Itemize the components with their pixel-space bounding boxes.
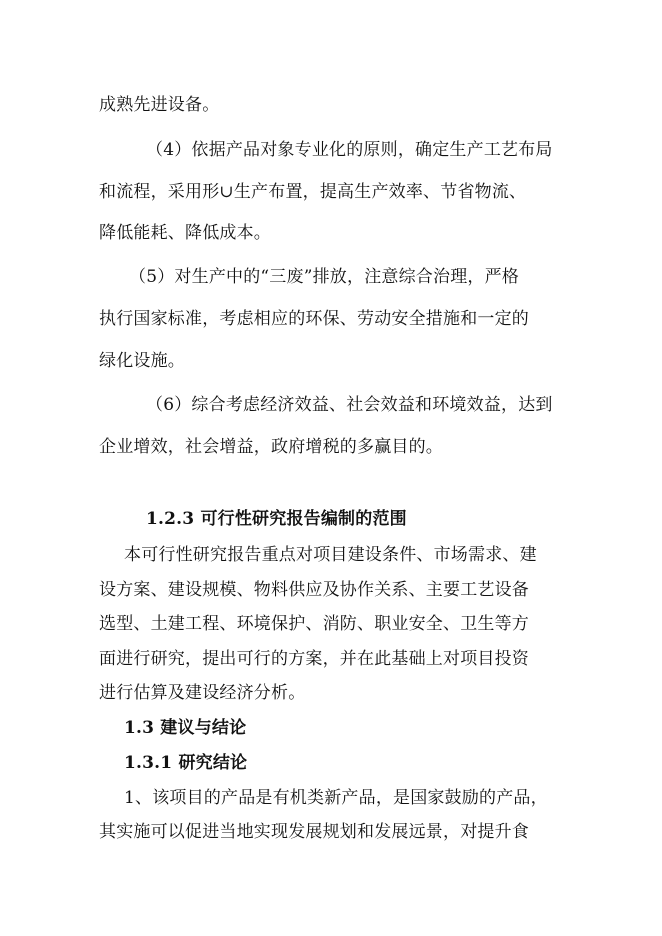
- section-heading-1-3: 1.3 建议与结论: [124, 718, 247, 738]
- paragraph-line: 1、该项目的产品是有机类新产品，是国家鼓励的产品，: [124, 788, 548, 808]
- paragraph-line: 企业增效，社会增益，政府增税的多赢目的。: [99, 437, 443, 457]
- paragraph-line: 面进行研究，提出可行的方案，并在此基础上对项目投资: [99, 649, 529, 669]
- paragraph-line: 进行估算及建设经济分析。: [99, 683, 306, 703]
- paragraph-line: （6）综合考虑经济效益、社会效益和环境效益，达到: [146, 395, 553, 415]
- section-heading-1-3-1: 1.3.1 研究结论: [124, 753, 248, 773]
- paragraph-line: 绿化设施。: [99, 351, 185, 371]
- paragraph-line: 本可行性研究报告重点对项目建设条件、市场需求、建: [124, 545, 537, 565]
- paragraph-line: 和流程，采用形∪生产布置，提高生产效率、节省物流、: [99, 182, 527, 202]
- section-heading-1-2-3: 1.2.3 可行性研究报告编制的范围: [146, 509, 407, 529]
- paragraph-line: （5）对生产中的“三废”排放，注意综合治理，严格: [129, 267, 519, 287]
- paragraph-line: 降低能耗、降低成本。: [99, 223, 271, 243]
- paragraph-line: 设方案、建设规模、物料供应及协作关系、主要工艺设备: [99, 580, 529, 600]
- paragraph-line: 执行国家标准，考虑相应的环保、劳动安全措施和一定的: [99, 309, 529, 329]
- paragraph-line: 成熟先进设备。: [99, 95, 220, 115]
- paragraph-line: 其实施可以促进当地实现发展规划和发展远景，对提升食: [99, 822, 529, 842]
- paragraph-line: （4）依据产品对象专业化的原则，确定生产工艺布局: [146, 140, 553, 160]
- paragraph-line: 选型、土建工程、环境保护、消防、职业安全、卫生等方: [99, 614, 529, 634]
